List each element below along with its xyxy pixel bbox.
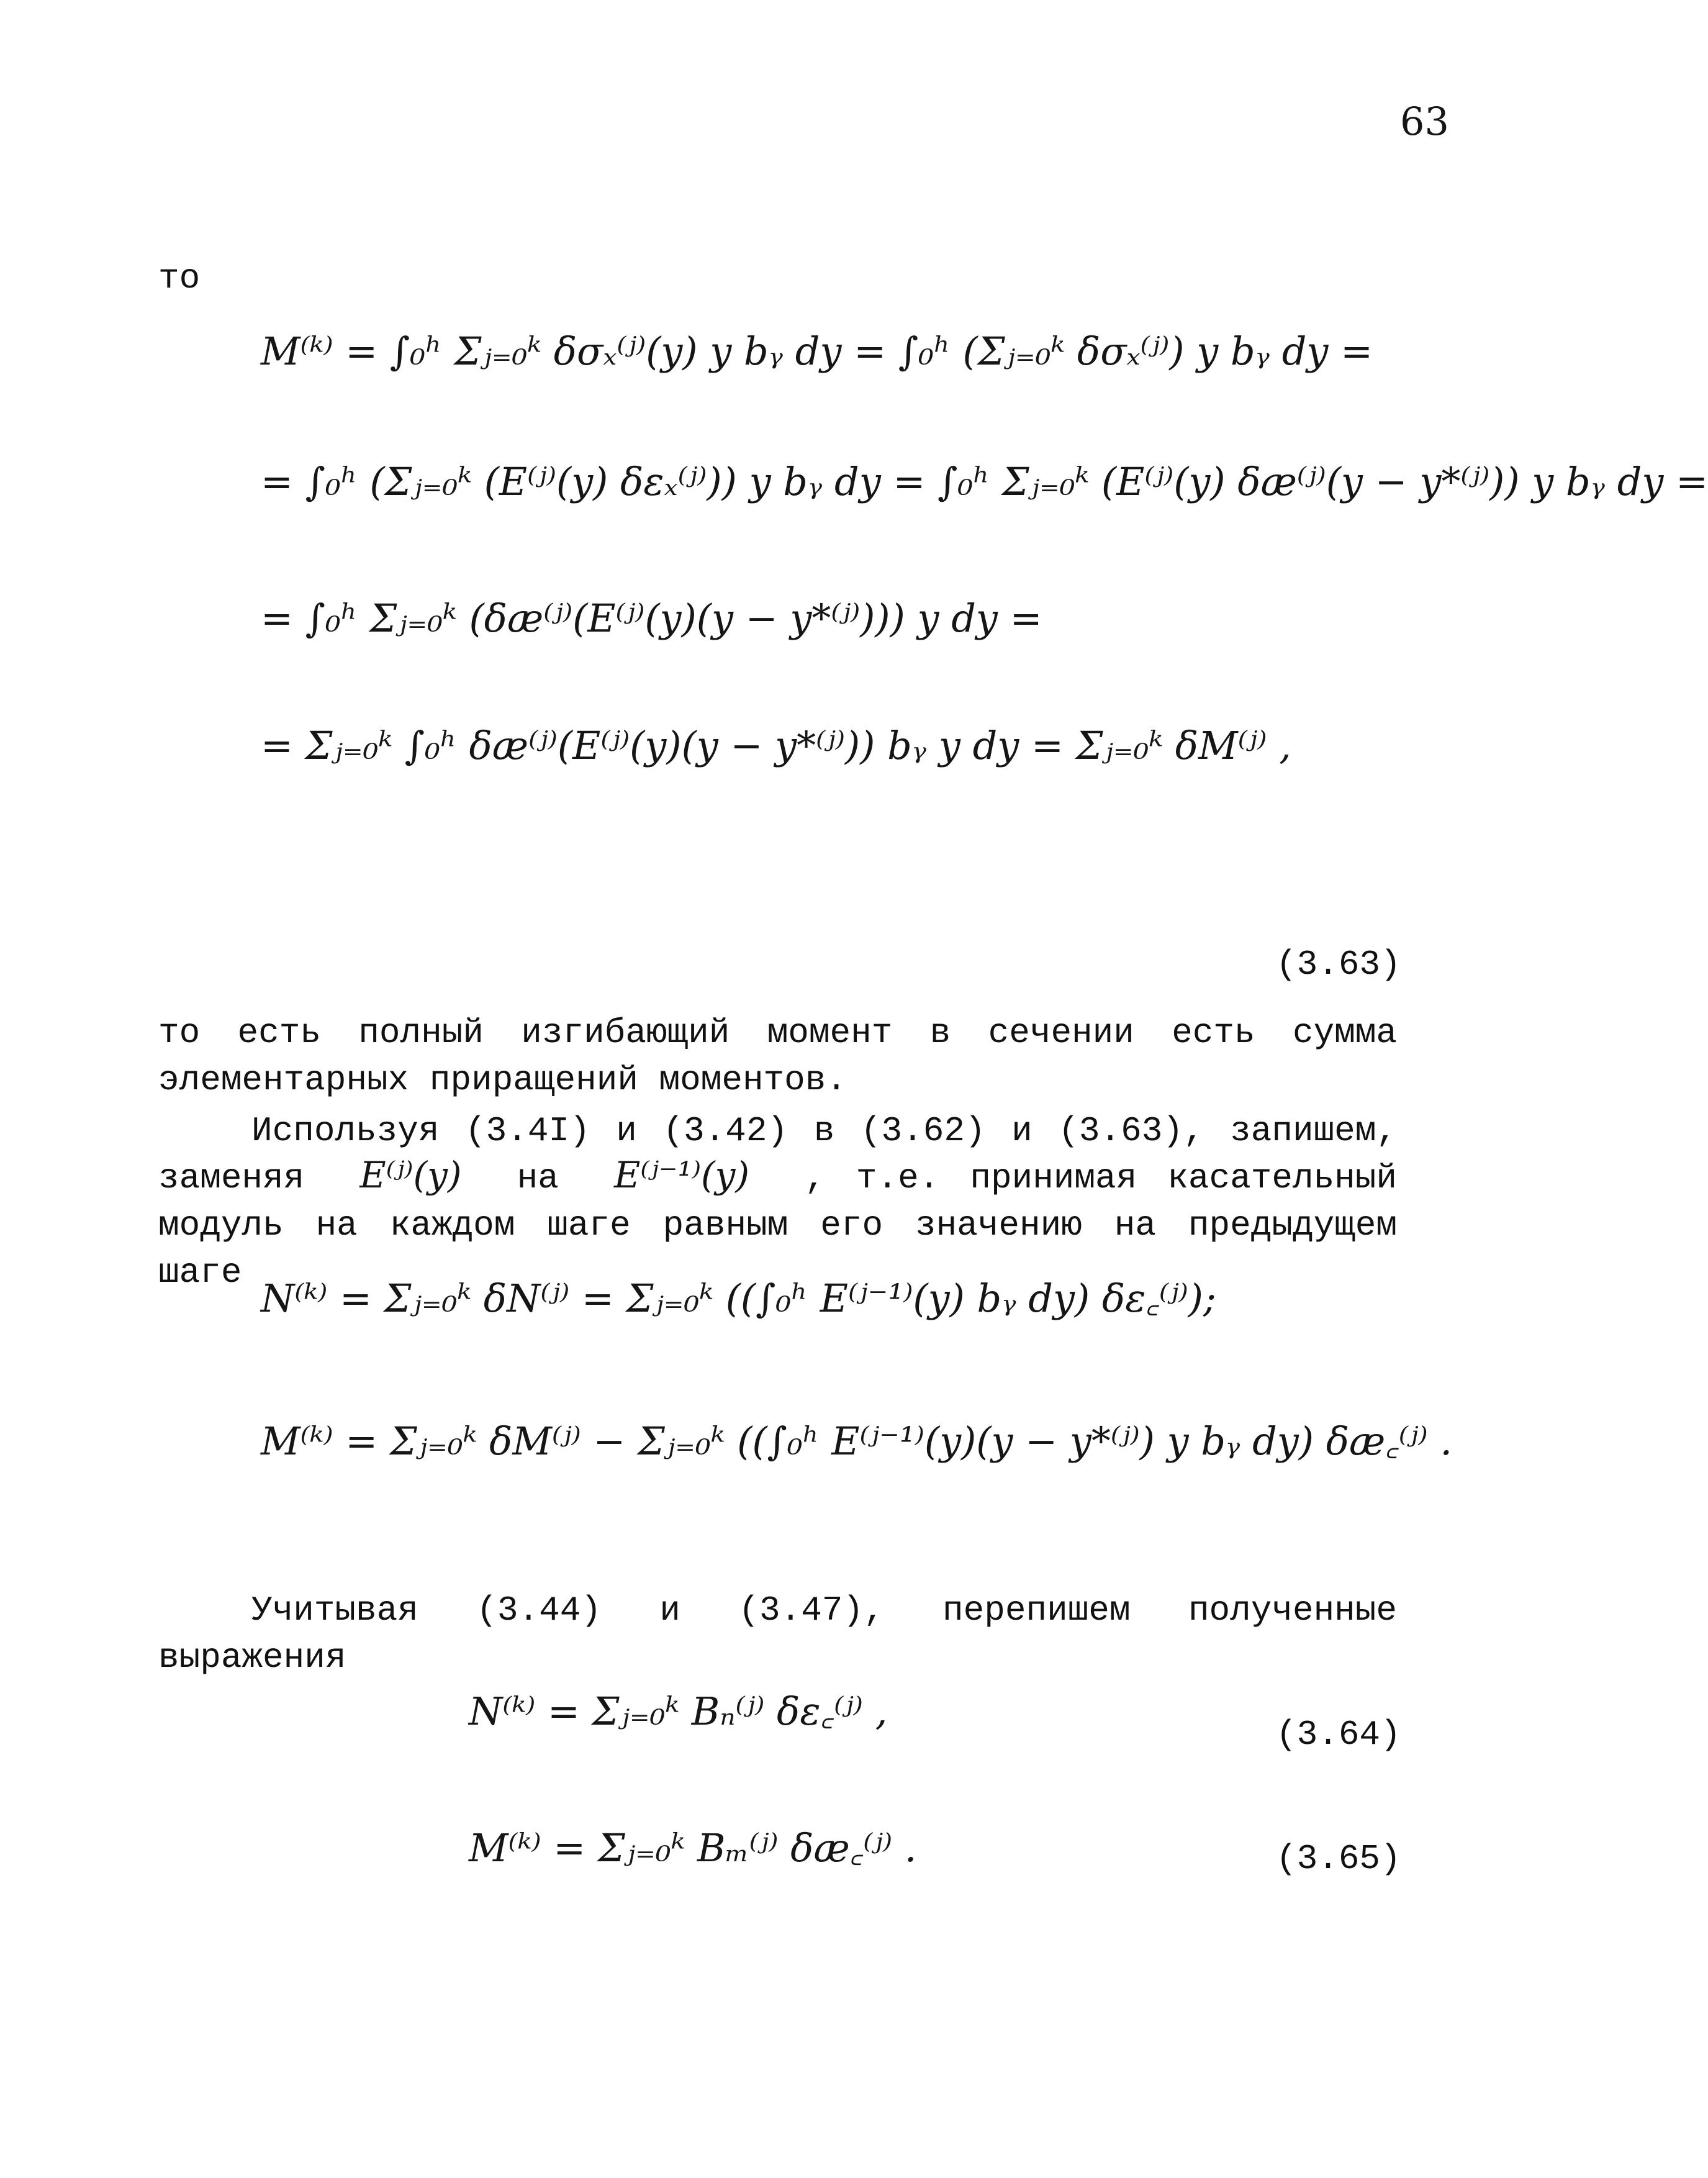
formula-line-4: = Σⱼ₌₀ᵏ ∫₀ʰ δæ⁽ʲ⁾(E⁽ʲ⁾(y)(y − y*⁽ʲ⁾)) bᵧ y dy = Σⱼ₌₀ᵏ δM⁽ʲ⁾ , <box>261 723 1291 768</box>
paragraph-moment-sum: то есть полный изгибающий момент в сечении есть сумма элементарных приращений моментов. <box>158 1013 1397 1100</box>
formula-line-1: M⁽ᵏ⁾ = ∫₀ʰ Σⱼ₌₀ᵏ δσₓ⁽ʲ⁾(y) y bᵧ dy = ∫₀ʰ (Σⱼ₌₀ᵏ δσₓ⁽ʲ⁾) y bᵧ dy = <box>261 329 1373 374</box>
formula-line-2: = ∫₀ʰ (Σⱼ₌₀ᵏ (E⁽ʲ⁾(y) δεₓ⁽ʲ⁾)) y bᵧ dy = ∫₀ʰ Σⱼ₌₀ᵏ (E⁽ʲ⁾(y) δæ⁽ʲ⁾(y − y*⁽ʲ⁾)) y bᵧ dy = <box>261 459 1708 504</box>
formula-3-64: N⁽ᵏ⁾ = Σⱼ₌₀ᵏ Bₙ⁽ʲ⁾ δε꜀⁽ʲ⁾ , <box>469 1689 888 1734</box>
formula-m-k-sum: M⁽ᵏ⁾ = Σⱼ₌₀ᵏ δM⁽ʲ⁾ − Σⱼ₌₀ᵏ ((∫₀ʰ E⁽ʲ⁻¹⁾(y)(y − y*⁽ʲ⁾) y bᵧ dy) δæ꜀⁽ʲ⁾ . <box>261 1418 1453 1464</box>
para2-text-1: Используя (3.4I) и (3.42) в (3.62) и (3.63), запишем, заменяя <box>158 1111 1397 1198</box>
formula-n-k-sum: N⁽ᵏ⁾ = Σⱼ₌₀ᵏ δN⁽ʲ⁾ = Σⱼ₌₀ᵏ ((∫₀ʰ E⁽ʲ⁻¹⁾(y) bᵧ dy) δε꜀⁽ʲ⁾); <box>261 1276 1216 1321</box>
equation-number-3-64: (3.64) <box>1276 1715 1401 1754</box>
para2-text-na: на <box>517 1158 559 1198</box>
equation-number-3-65: (3.65) <box>1276 1839 1401 1879</box>
formula-line-3: = ∫₀ʰ Σⱼ₌₀ᵏ (δæ⁽ʲ⁾(E⁽ʲ⁾(y)(y − y*⁽ʲ⁾))) y dy = <box>261 596 1042 641</box>
para2-text-2: , т.е. принимая касательный модуль на каждом шаге равным его значению на предыдущем шаге <box>158 1158 1397 1292</box>
inline-formula-e-j: E⁽ʲ⁾(y) <box>359 1154 462 1196</box>
inline-formula-e-j-minus-1: E⁽ʲ⁻¹⁾(y) <box>613 1154 750 1196</box>
formula-3-65: M⁽ᵏ⁾ = Σⱼ₌₀ᵏ Bₘ⁽ʲ⁾ δæ꜀⁽ʲ⁾ . <box>469 1825 917 1871</box>
page-number: 63 <box>1400 99 1449 144</box>
paragraph-rewrite: Учитывая (3.44) и (3.47), перепишем полученные выражения <box>158 1590 1397 1677</box>
equation-number-3-63: (3.63) <box>1276 945 1401 984</box>
lead-word: то <box>158 258 201 298</box>
paragraph-substitution <box>158 1107 1397 1296</box>
